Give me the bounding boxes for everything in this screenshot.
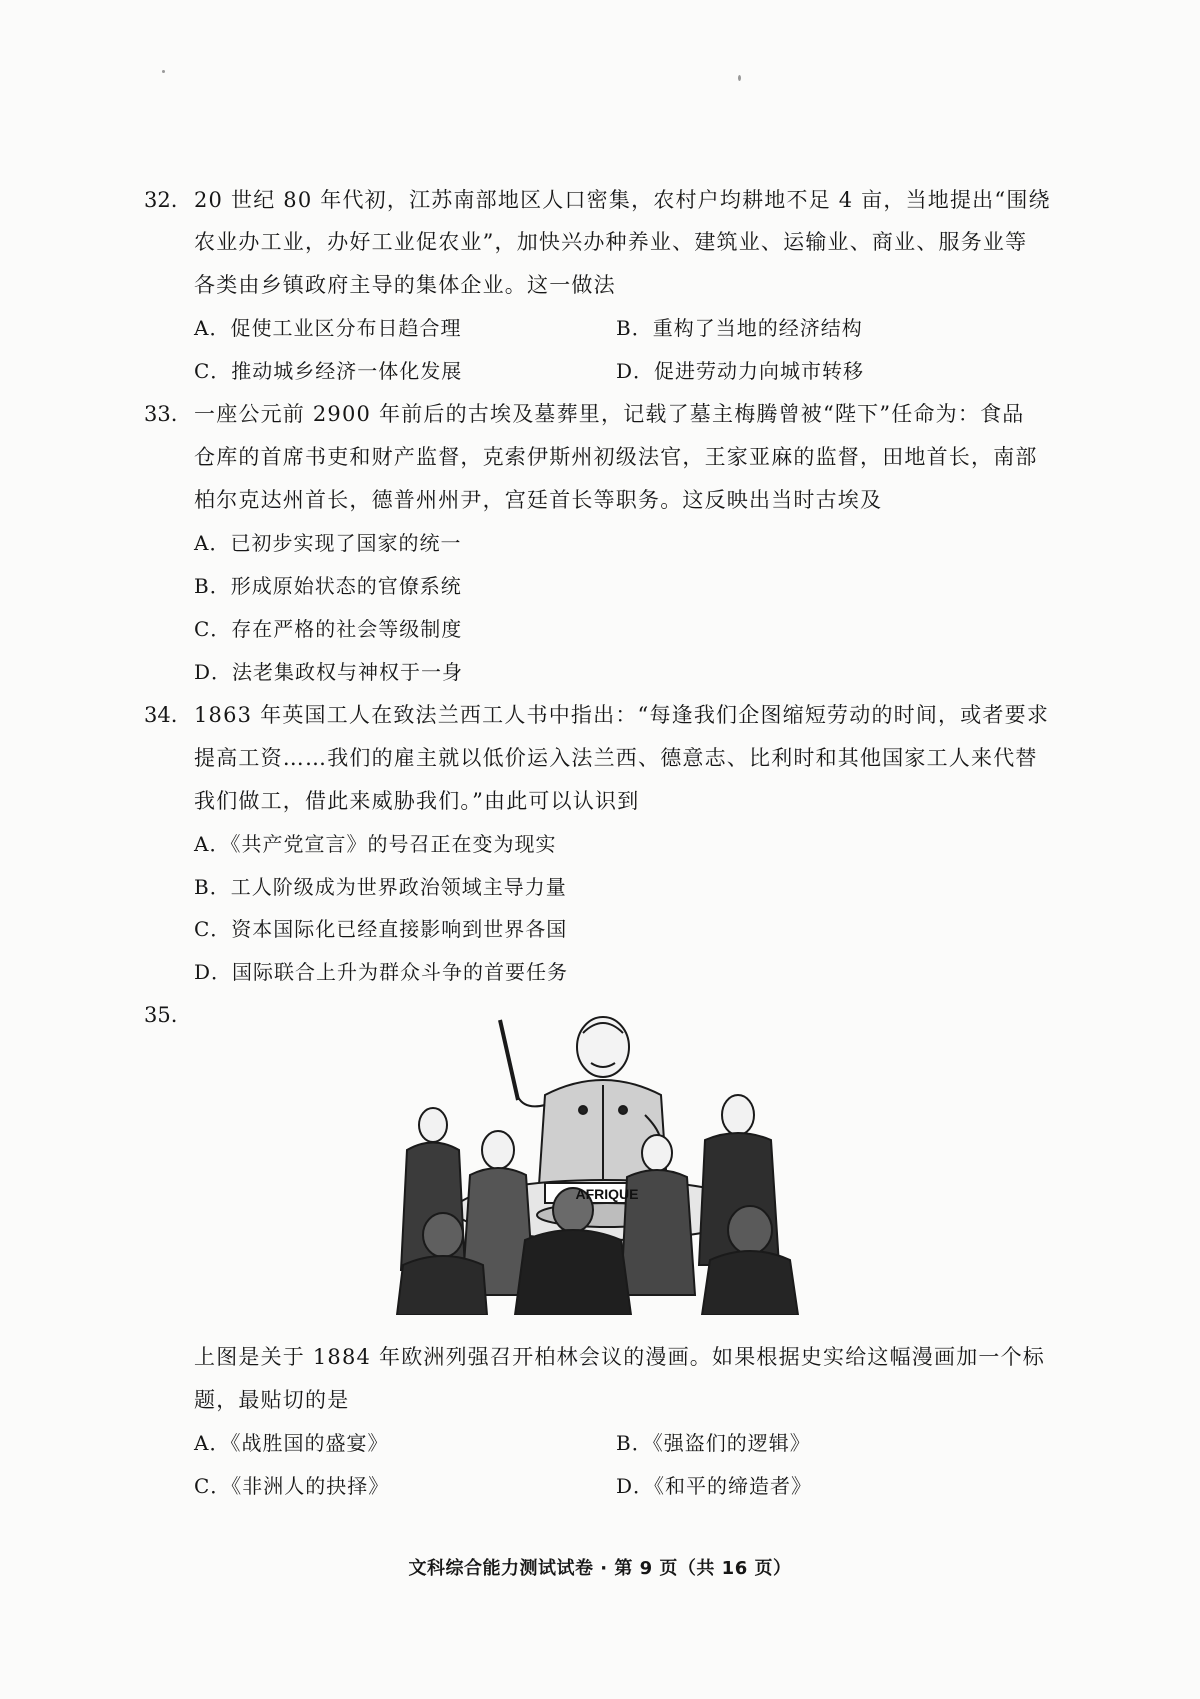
option-b: B．重构了当地的经济结构	[616, 316, 863, 340]
berlin-conference-cartoon	[395, 1005, 810, 1315]
question-stem-line: 我们做工，借此来威胁我们。”由此可以认识到	[194, 789, 640, 813]
option-a: A．已初步实现了国家的统一	[194, 531, 462, 555]
option-c: C．《非洲人的抉择》	[194, 1474, 390, 1498]
option-d: D．促进劳动力向城市转移	[616, 359, 865, 383]
scan-speck	[162, 70, 165, 73]
option-c: C．资本国际化已经直接影响到世界各国	[194, 917, 568, 941]
question-stem-line: 上图是关于 1884 年欧洲列强召开柏林会议的漫画。如果根据史实给这幅漫画加一个标	[194, 1345, 1045, 1369]
option-b: B．形成原始状态的官僚系统	[194, 574, 462, 598]
question-stem-line: 1863 年英国工人在致法兰西工人书中指出：“每逢我们企图缩短劳动的时间，或者要求	[194, 703, 1050, 727]
question-stem-line: 一座公元前 2900 年前后的古埃及墓葬里，记载了墓主梅腾曾被“陛下”任命为：食品	[194, 402, 1025, 426]
question-stem-line: 各类由乡镇政府主导的集体企业。这一做法	[194, 273, 616, 297]
question-stem-line: 20 世纪 80 年代初，江苏南部地区人口密集，农村户均耕地不足 4 亩，当地提出“围绕	[194, 188, 1051, 212]
page-footer: 文科综合能力测试试卷 · 第 9 页（共 16 页）	[408, 1558, 792, 1579]
question-number: 33.	[144, 402, 178, 426]
scan-speck	[738, 75, 741, 81]
option-a: A．《战胜国的盛宴》	[194, 1431, 389, 1455]
option-a: A．《共产党宣言》的号召正在变为现实	[194, 832, 557, 856]
question-number: 35.	[144, 1003, 178, 1027]
question-stem-line: 提高工资……我们的雇主就以低价运入法兰西、德意志、比利时和其他国家工人来代替	[194, 746, 1038, 770]
option-b: B．《强盗们的逻辑》	[616, 1431, 811, 1455]
question-number: 32.	[144, 188, 178, 212]
question-stem-line: 农业办工业，办好工业促农业”，加快兴办种养业、建筑业、运输业、商业、服务业等	[194, 230, 1028, 254]
question-number: 34.	[144, 703, 178, 727]
option-d: D．国际联合上升为群众斗争的首要任务	[194, 960, 569, 984]
option-d: D．法老集政权与神权于一身	[194, 660, 464, 684]
option-c: C．存在严格的社会等级制度	[194, 617, 463, 641]
option-d: D．《和平的缔造者》	[616, 1474, 813, 1498]
question-stem-line: 柏尔克达州首长，德普州州尹，宫廷首长等职务。这反映出当时古埃及	[194, 488, 883, 512]
cartoon-sign-text: AFRIQUE	[575, 1186, 639, 1202]
option-c: C．推动城乡经济一体化发展	[194, 359, 463, 383]
option-b: B．工人阶级成为世界政治领域主导力量	[194, 875, 567, 899]
question-stem-line: 题，最贴切的是	[194, 1388, 350, 1412]
question-stem-line: 仓库的首席书吏和财产监督，克索伊斯州初级法官，王家亚麻的监督，田地首长，南部	[194, 445, 1038, 469]
option-a: A．促使工业区分布日趋合理	[194, 316, 462, 340]
